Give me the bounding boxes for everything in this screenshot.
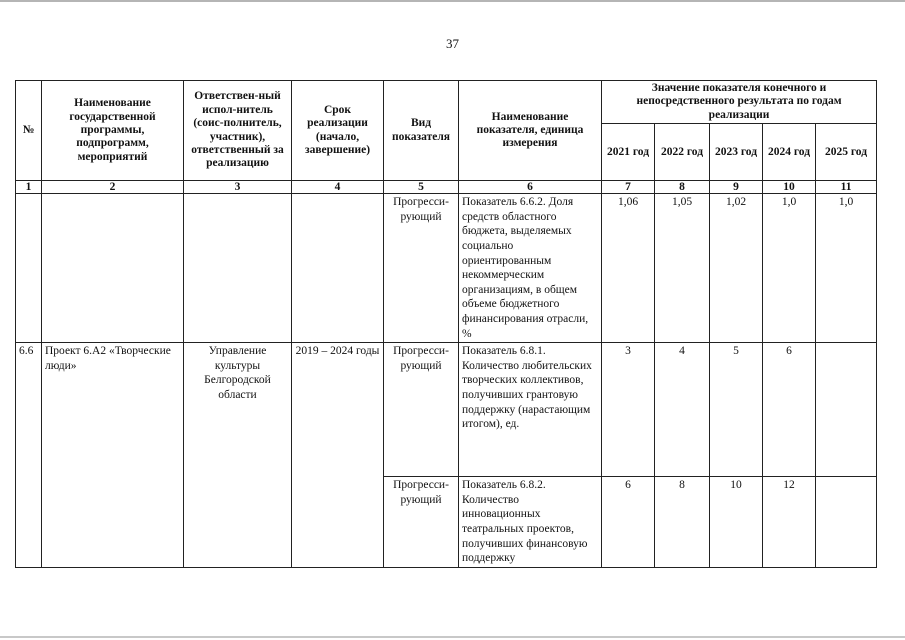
row-no bbox=[16, 194, 42, 343]
column-number: 10 bbox=[763, 181, 816, 194]
row-program: Проект 6.А2 «Творческие люди» bbox=[42, 343, 184, 568]
row-indicator-type: Прогресси-рующий bbox=[384, 343, 459, 477]
column-number: 1 bbox=[16, 181, 42, 194]
row-indicator-name: Показатель 6.8.1. Количество любительских творческих коллективов, получивших грантовую поддержку (нарастающим итогом), ед. bbox=[459, 343, 602, 477]
header-program: Наименование государственной программы, подпрограмм, мероприятий bbox=[42, 81, 184, 181]
column-number: 11 bbox=[816, 181, 877, 194]
column-number: 4 bbox=[292, 181, 384, 194]
row-value-2024: 1,0 bbox=[763, 194, 816, 343]
row-indicator-type: Прогресси-рующий bbox=[384, 194, 459, 343]
row-indicator-type: Прогресси-рующий bbox=[384, 477, 459, 568]
column-number: 3 bbox=[184, 181, 292, 194]
row-no: 6.6 bbox=[16, 343, 42, 568]
row-value-2024: 6 bbox=[763, 343, 816, 477]
row-value-2023: 10 bbox=[710, 477, 763, 568]
row-period: 2019 – 2024 годы bbox=[292, 343, 384, 568]
header-values-group: Значение показателя конечного и непосредственного результата по годам реализации bbox=[602, 81, 877, 124]
row-value-2024: 12 bbox=[763, 477, 816, 568]
scan-edge-top bbox=[0, 0, 905, 2]
scan-edge-bottom bbox=[0, 636, 905, 638]
row-indicator-name: Показатель 6.6.2. Доля средств областного бюджета, выделяемых социально ориентированным некоммерческим организациям, в общем объеме бюджетного финансирования отрасли, % bbox=[459, 194, 602, 343]
row-value-2022: 8 bbox=[655, 477, 710, 568]
header-year-2021: 2021 год bbox=[602, 124, 655, 181]
column-number: 2 bbox=[42, 181, 184, 194]
row-value-2021: 6 bbox=[602, 477, 655, 568]
header-executor: Ответствен-ный испол-нитель (соис-полнитель, участник), ответственный за реализацию bbox=[184, 81, 292, 181]
row-period bbox=[292, 194, 384, 343]
row-executor: Управление культуры Белгородской области bbox=[184, 343, 292, 568]
row-value-2022: 1,05 bbox=[655, 194, 710, 343]
header-year-2023: 2023 год bbox=[710, 124, 763, 181]
row-value-2025: 1,0 bbox=[816, 194, 877, 343]
row-value-2021: 1,06 bbox=[602, 194, 655, 343]
row-value-2023: 1,02 bbox=[710, 194, 763, 343]
row-value-2021: 3 bbox=[602, 343, 655, 477]
column-number: 9 bbox=[710, 181, 763, 194]
indicator-table bbox=[15, 80, 877, 568]
row-program bbox=[42, 194, 184, 343]
table-row bbox=[16, 343, 877, 477]
row-value-2025 bbox=[816, 343, 877, 477]
row-value-2025 bbox=[816, 477, 877, 568]
table-row bbox=[16, 194, 877, 343]
row-value-2022: 4 bbox=[655, 343, 710, 477]
row-executor bbox=[184, 194, 292, 343]
column-number: 7 bbox=[602, 181, 655, 194]
header-period: Срок реализации (начало, завершение) bbox=[292, 81, 384, 181]
row-value-2023: 5 bbox=[710, 343, 763, 477]
column-number: 8 bbox=[655, 181, 710, 194]
header-year-2022: 2022 год bbox=[655, 124, 710, 181]
header-indicator-name: Наименование показателя, единица измерения bbox=[459, 81, 602, 181]
column-number: 5 bbox=[384, 181, 459, 194]
column-number: 6 bbox=[459, 181, 602, 194]
header-year-2025: 2025 год bbox=[816, 124, 877, 181]
header-indicator-type: Вид показателя bbox=[384, 81, 459, 181]
column-number-row bbox=[16, 181, 877, 194]
header-no: № bbox=[16, 81, 42, 181]
row-indicator-name: Показатель 6.8.2. Количество инновационных театральных проектов, получивших финансовую поддержку bbox=[459, 477, 602, 568]
page-number: 37 bbox=[446, 36, 459, 51]
header-year-2024: 2024 год bbox=[763, 124, 816, 181]
header-row-1 bbox=[16, 81, 877, 124]
